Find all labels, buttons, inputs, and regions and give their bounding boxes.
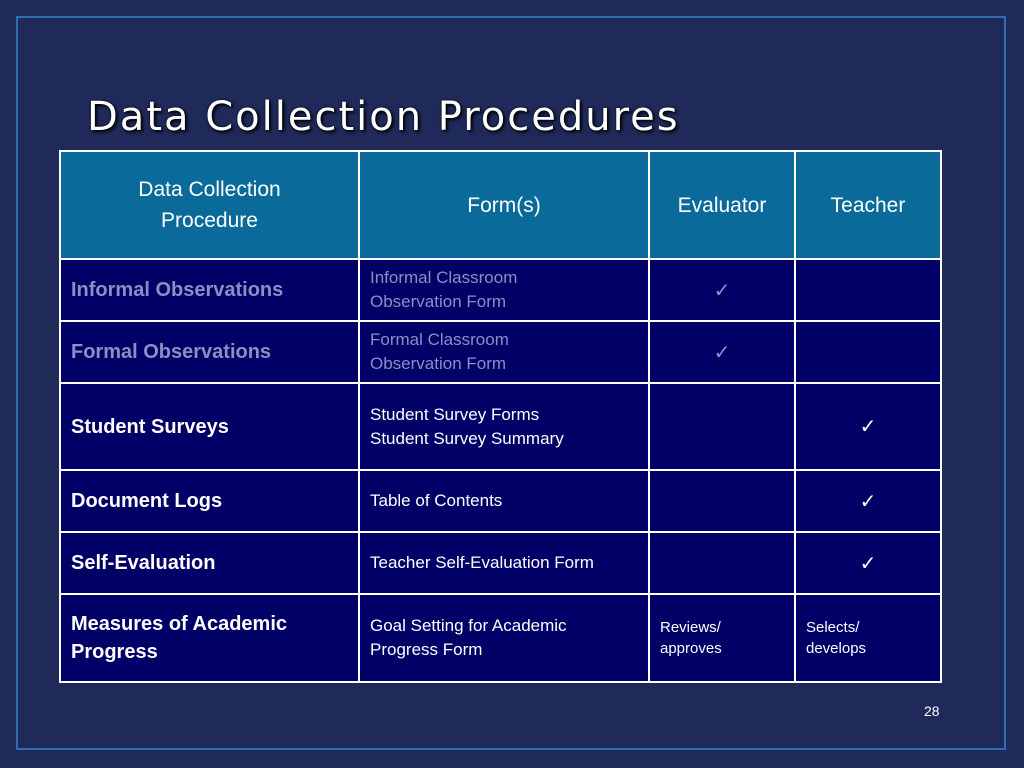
- header-procedure: Data Collection Procedure: [60, 151, 359, 259]
- evaluator-check-icon: ✓: [649, 321, 795, 383]
- table-row: [60, 470, 941, 532]
- evaluator-cell: [649, 470, 795, 532]
- teacher-role-cell: Selects/ develops: [795, 594, 941, 682]
- procedure-cell: Self-Evaluation: [60, 532, 359, 594]
- procedure-cell: Student Surveys: [60, 383, 359, 470]
- forms-cell: Goal Setting for Academic Progress Form: [359, 594, 649, 682]
- table-row: [60, 259, 941, 321]
- procedure-cell: Informal Observations: [60, 259, 359, 321]
- table-row: [60, 383, 941, 470]
- forms-cell: Table of Contents: [359, 470, 649, 532]
- header-teacher: Teacher: [795, 151, 941, 259]
- procedures-table: [59, 150, 942, 683]
- header-evaluator: Evaluator: [649, 151, 795, 259]
- teacher-cell: [795, 321, 941, 383]
- teacher-check-icon: ✓: [795, 470, 941, 532]
- procedure-cell: Document Logs: [60, 470, 359, 532]
- header-forms: Form(s): [359, 151, 649, 259]
- forms-cell: Student Survey Forms Student Survey Summary: [359, 383, 649, 470]
- forms-cell: Formal Classroom Observation Form: [359, 321, 649, 383]
- evaluator-cell: [649, 383, 795, 470]
- table-row: [60, 532, 941, 594]
- teacher-check-icon: ✓: [795, 532, 941, 594]
- procedure-cell: Measures of Academic Progress: [60, 594, 359, 682]
- table-header-row: [60, 151, 941, 259]
- evaluator-cell: [649, 532, 795, 594]
- teacher-check-icon: ✓: [795, 383, 941, 470]
- forms-cell: Informal Classroom Observation Form: [359, 259, 649, 321]
- slide-title: Data Collection Procedures: [87, 94, 680, 140]
- table-row: [60, 594, 941, 682]
- evaluator-role-cell: Reviews/ approves: [649, 594, 795, 682]
- teacher-cell: [795, 259, 941, 321]
- procedure-cell: Formal Observations: [60, 321, 359, 383]
- forms-cell: Teacher Self-Evaluation Form: [359, 532, 649, 594]
- page-number: 28: [924, 703, 940, 719]
- evaluator-check-icon: ✓: [649, 259, 795, 321]
- table-row: [60, 321, 941, 383]
